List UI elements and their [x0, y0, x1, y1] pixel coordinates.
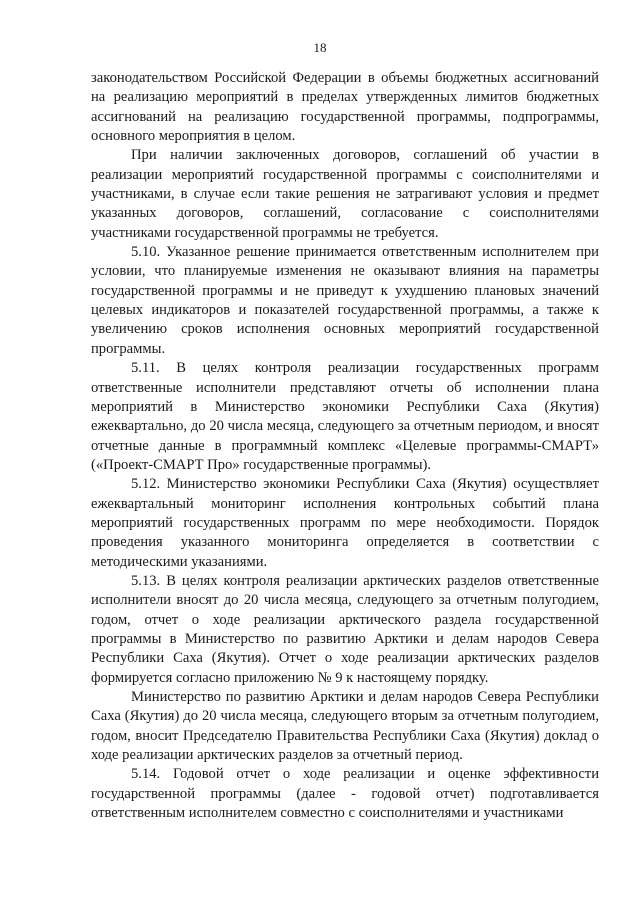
paragraph-5-14: 5.14. Годовой отчет о ходе реализации и оценке эффективности государственной программы (далее - годовой отчет) подготавливается ответственным исполнителем совместно с соисполнителями и участниками [91, 766, 599, 822]
paragraph-continuation: законодательством Российской Федерации в объемы бюджетных ассигнований на реализацию мероприятий в пределах утвержденных лимитов бюджетных ассигнований на реализацию государственной программы, подпрограммы, основного мероприятия в целом. [91, 70, 599, 145]
paragraph-5-10: 5.10. Указанное решение принимается ответственным исполнителем при условии, что планируемые изменения не оказывают влияния на параметры государственной программы и не приведут к ухудшению плановых значений целевых индикаторов и показателей государственной программы, а также к увеличению сроков исполнения основных мероприятий государственной программы. [91, 244, 599, 357]
paragraph-arctic-ministry: Министерство по развитию Арктики и делам народов Севера Республики Саха (Якутия) до 20 числа месяца, следующего вторым за отчетным полугодием, годом, вносит Председателю Правительства Республики Саха (Якутия) доклад о ходе реализации арктических разделов за отчетный период. [91, 689, 599, 764]
paragraph-5-11: 5.11. В целях контроля реализации государственных программ ответственные исполнители представляют отчеты об исполнении плана мероприятий в Министерство экономики Республики Саха (Якутия) ежеквартально, до 20 числа месяца, следующего за отчетным периодом, и вносят отчетные данные в программный комплекс «Целевые программы-СМАРТ» («Проект-СМАРТ Про» государственные программы). [91, 360, 599, 473]
paragraph-5-13: 5.13. В целях контроля реализации арктических разделов ответственные исполнители вносят до 20 числа месяца, следующего за отчетным полугодием, годом, отчет о ходе реализации арктического раздела государственной программы в Министерство по развитию Арктики и делам народов Севера Республики Саха (Якутия). Отчет о ходе реализации арктических разделов формируется согласно приложению № 9 к настоящему порядку. [91, 572, 599, 686]
document-body [91, 69, 599, 823]
paragraph-agreements: При наличии заключенных договоров, соглашений об участии в реализации мероприятий государственной программы с соисполнителями и участниками, в случае если такие решения не затрагивают условия и предмет указанных договоров, соглашений, согласование с соисполнителями участниками государственной программы не требуется. [91, 147, 599, 241]
page-number: 18 [313, 40, 327, 55]
paragraph-5-12: 5.12. Министерство экономики Республики Саха (Якутия) осуществляет ежеквартальный мониторинг исполнения контрольных событий плана мероприятий государственных программ по мере необходимости. Порядок проведения указанного мониторинга определяется в соответствии с методическими указаниями. [91, 476, 599, 570]
